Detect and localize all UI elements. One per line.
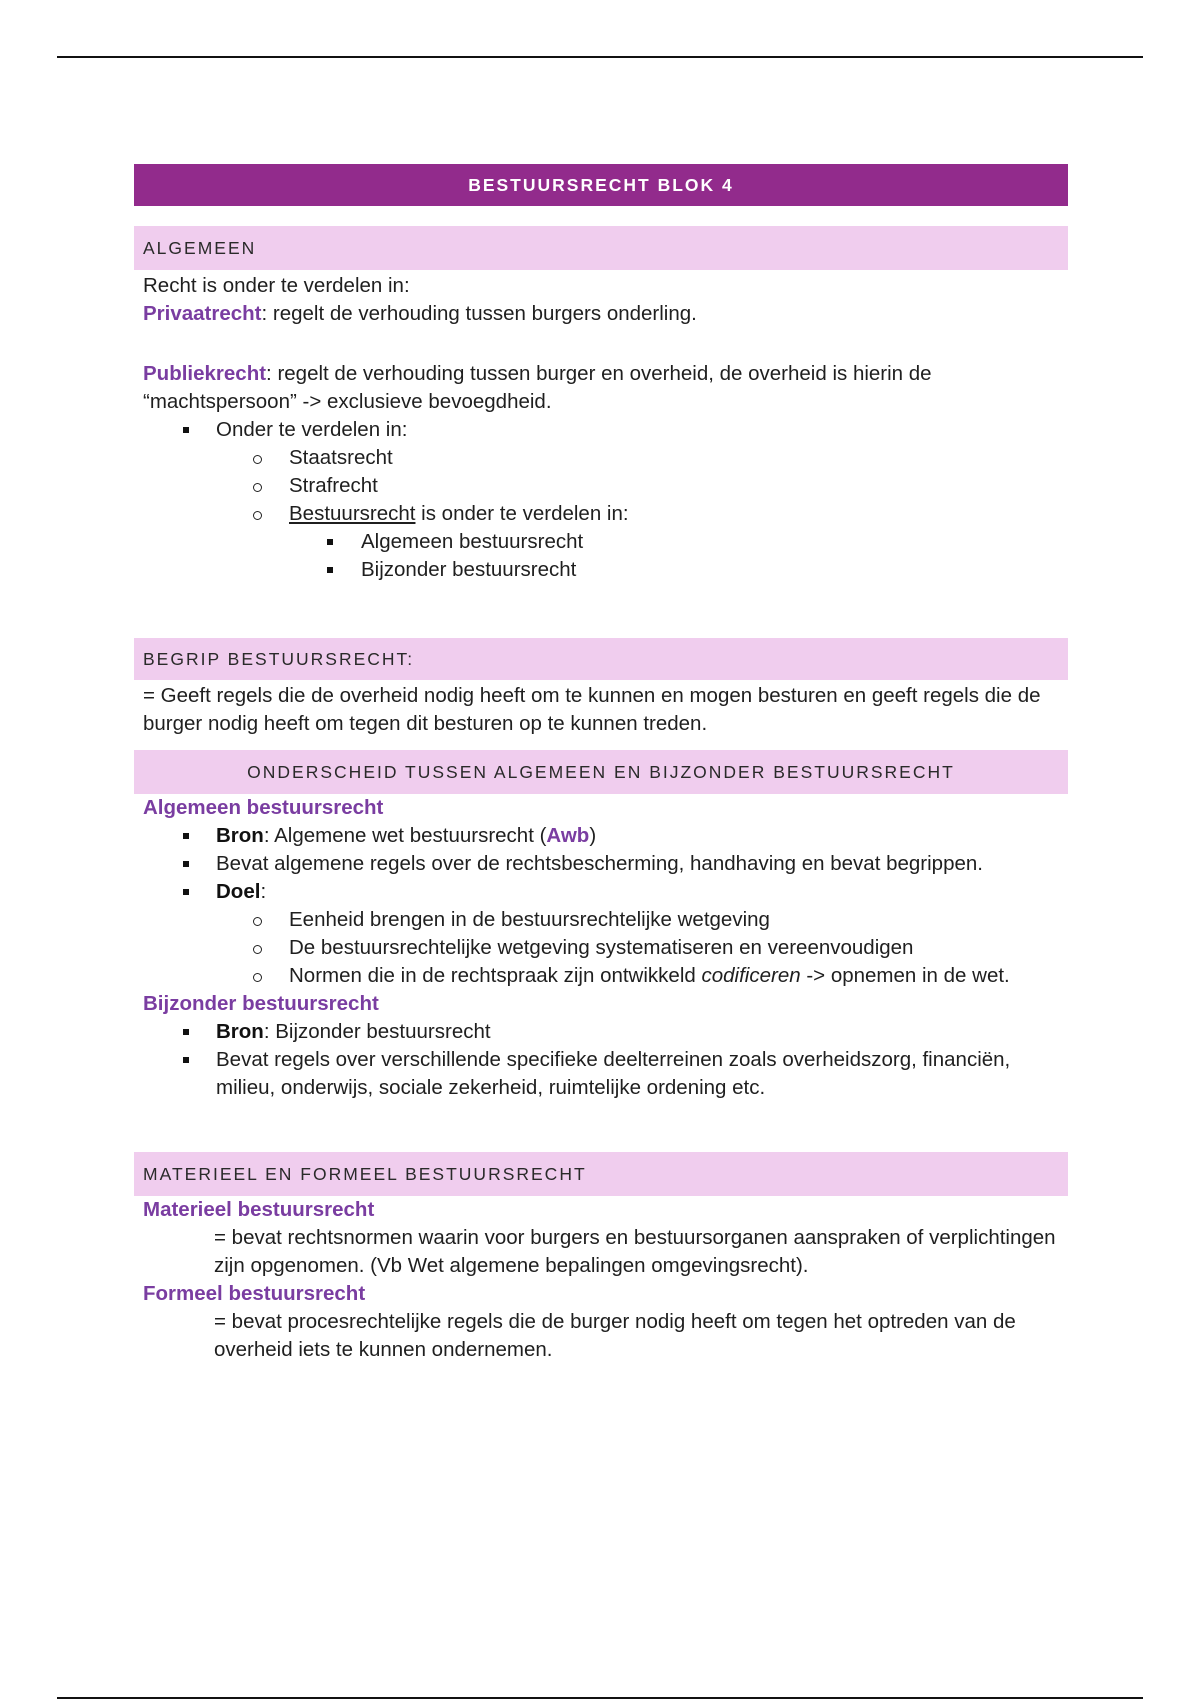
awb-term: Awb: [546, 824, 590, 847]
bron-label: Bron: [216, 824, 264, 847]
intro-text: Recht is onder te verdelen in:: [143, 274, 410, 297]
formeel-definition: = bevat procesrechtelijke regels die de burger nodig heeft om tegen het optreden van de overheid iets te kunnen ondernemen.: [214, 1310, 1016, 1361]
list-item-doel-1: Eenheid brengen in de bestuursrechtelijke wetgeving: [134, 906, 1068, 934]
begrip-definition: = Geeft regels die de overheid nodig heeft om te kunnen en mogen besturen en geeft regels die de burger nodig heeft om tegen dit besturen op te kunnen treden.: [143, 684, 1041, 735]
document-body: [134, 164, 1068, 1364]
doel-colon: :: [260, 880, 267, 903]
privaatrecht-definition: [134, 300, 1068, 328]
bestuursrecht-text: is onder te verdelen in:: [415, 502, 629, 525]
publiekrecht-list: [134, 416, 1068, 584]
list-item-text: Onder te verdelen in:: [216, 418, 408, 441]
doel-label: Doel: [216, 880, 261, 903]
publiekrecht-definition: [134, 360, 1068, 416]
algemeen-bestuursrecht-title: Algemeen bestuursrecht: [143, 796, 384, 819]
list-item-bron: [134, 822, 1068, 850]
bron-label-2: Bron: [216, 1020, 264, 1043]
top-rule: [57, 56, 1143, 58]
list-item-doel: [134, 878, 1068, 990]
codificeren-term: codificeren: [701, 964, 801, 987]
privaatrecht-text: : regelt de verhouding tussen burgers onderling.: [261, 302, 697, 325]
bottom-rule: [57, 1697, 1143, 1699]
list-item-algemeen-bestuursrecht: Algemeen bestuursrecht: [134, 528, 1068, 556]
bijzonder-bron-text: : Bijzonder bestuursrecht: [263, 1020, 491, 1043]
section-heading-materieel-formeel: MATERIEEL EN FORMEEL BESTUURSRECHT: [134, 1152, 1068, 1196]
section-heading-algemeen: ALGEMEEN: [134, 226, 1068, 270]
sub-sublist: [134, 528, 1068, 584]
list-item-strafrecht: Strafrecht: [134, 472, 1068, 500]
document-title: BESTUURSRECHT BLOK 4: [134, 164, 1068, 206]
list-item: [134, 416, 1068, 584]
privaatrecht-term: Privaatrecht: [143, 302, 262, 325]
list-item-bijzonder-bevat: Bevat regels over verschillende specifieke deelterreinen zoals overheidszorg, financiën, milieu, onderwijs, sociale zekerheid, ruimtelijke ordening etc.: [134, 1046, 1068, 1102]
section-heading-begrip: BEGRIP BESTUURSRECHT:: [134, 638, 1068, 680]
publiekrecht-term: Publiekrecht: [143, 362, 267, 385]
list-item-bijzonder-bron: [134, 1018, 1068, 1046]
algemeen-bestuursrecht-list: [134, 822, 1068, 990]
bijzonder-bestuursrecht-title: Bijzonder bestuursrecht: [143, 992, 379, 1015]
list-item-staatsrecht: Staatsrecht: [134, 444, 1068, 472]
doel-3-text-b: -> opnemen in de wet.: [800, 964, 1010, 987]
list-item-bijzonder-bestuursrecht: Bijzonder bestuursrecht: [134, 556, 1068, 584]
sublist: [134, 444, 1068, 584]
doel-3-text-a: Normen die in de rechtspraak zijn ontwikkeld: [289, 964, 702, 987]
doel-sublist: [134, 906, 1068, 990]
materieel-definition: = bevat rechtsnormen waarin voor burgers en bestuursorganen aanspraken of verplichtingen zijn opgenomen. (Vb Wet algemene bepalingen omgevingsrecht).: [214, 1226, 1056, 1277]
list-item-doel-2: De bestuursrechtelijke wetgeving systematiseren en vereenvoudigen: [134, 934, 1068, 962]
list-item-bevat: Bevat algemene regels over de rechtsbescherming, handhaving en bevat begrippen.: [134, 850, 1068, 878]
section-heading-onderscheid: ONDERSCHEID TUSSEN ALGEMEEN EN BIJZONDER BESTUURSRECHT: [134, 750, 1068, 794]
materieel-bestuursrecht-title: Materieel bestuursrecht: [143, 1198, 375, 1221]
close-paren: ): [589, 824, 597, 847]
bron-text: : Algemene wet bestuursrecht (: [263, 824, 547, 847]
list-item-doel-3: [134, 962, 1068, 990]
bestuursrecht-term: Bestuursrecht: [289, 502, 416, 525]
bijzonder-bestuursrecht-list: [134, 1018, 1068, 1102]
list-item-bestuursrecht: [134, 500, 1068, 584]
publiekrecht-text: : regelt de verhouding tussen burger en overheid, de overheid is hierin de “machtspersoon” -> exclusieve bevoegdheid.: [143, 362, 932, 413]
formeel-bestuursrecht-title: Formeel bestuursrecht: [143, 1282, 366, 1305]
